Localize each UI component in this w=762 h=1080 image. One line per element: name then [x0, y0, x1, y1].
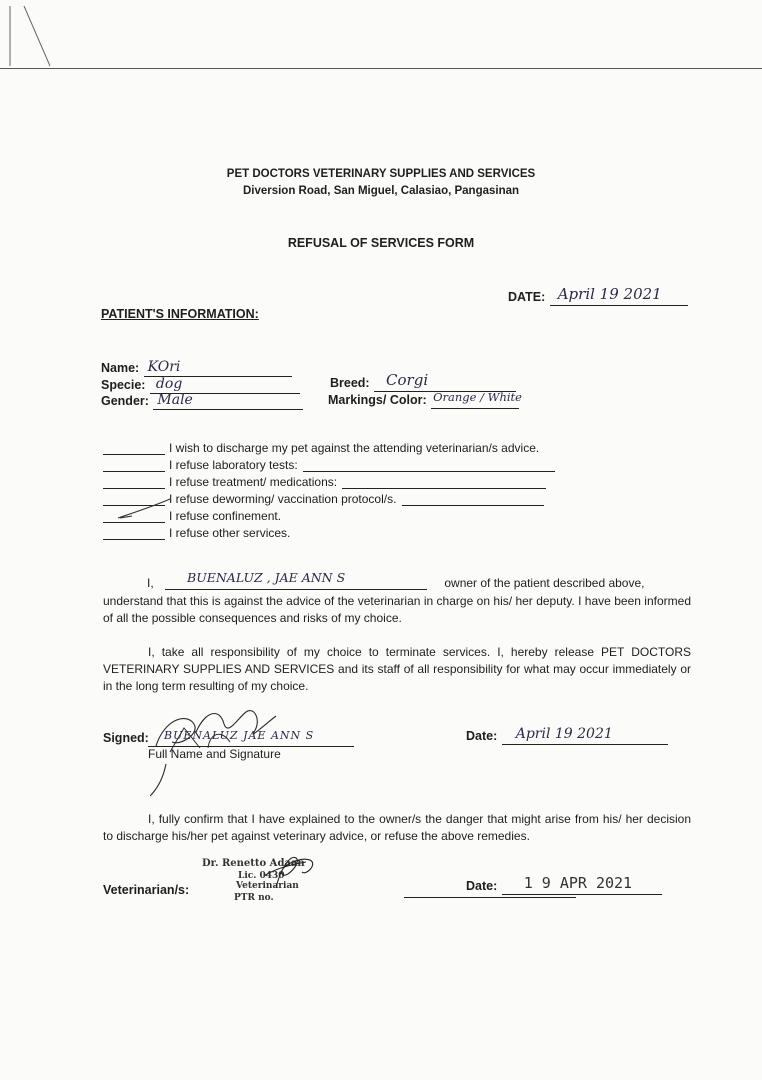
form-date-field[interactable] [550, 285, 688, 306]
vet-confirmation-paragraph: I, fully confirm that I have explained to the owner/s the danger that might arise from his/ her decision to discharge his/her pet against veterinary advice, or refuse the above remedies. [103, 812, 691, 843]
name-label: Name: [101, 361, 140, 375]
patient-info-heading: PATIENT'S INFORMATION: [101, 307, 259, 321]
check-mark-stroke [114, 496, 174, 522]
refusal-detail-line[interactable] [303, 459, 555, 472]
form-title: REFUSAL OF SERVICES FORM [287, 236, 475, 250]
signature-caption: Full Name and Signature [148, 747, 281, 761]
signed-label: Signed: [103, 731, 149, 745]
vet-stamp-ptr: PTR no. [234, 893, 274, 903]
refusal-blank[interactable] [103, 476, 165, 489]
vet-date-label: Date: [466, 879, 498, 893]
refusal-detail-line[interactable] [402, 493, 544, 506]
vet-stamp-title: Veterinarian [236, 881, 299, 891]
name-value: KOri [147, 359, 181, 375]
vet-signature-scribble [246, 850, 336, 890]
markings-row [328, 390, 522, 409]
markings-label: Markings/ Color: [328, 393, 427, 407]
vet-stamp-name: Dr. Renetto Adaan [202, 858, 305, 869]
gender-field[interactable] [153, 392, 303, 410]
refusal-detail-line[interactable] [342, 476, 546, 489]
refusal-text: I refuse treatment/ medications: [169, 475, 338, 489]
statement-line1-text: owner of the patient described above, [444, 576, 645, 590]
owner-name-field[interactable] [165, 570, 427, 590]
refusal-text: I refuse confinement. [169, 509, 282, 523]
company-address: Diversion Road, San Miguel, Calasiao, Pangasinan [242, 185, 520, 197]
owner-date-field[interactable] [502, 726, 668, 745]
refusal-item[interactable] [103, 458, 573, 475]
refusal-text: I refuse deworming/ vaccination protocol/s. [169, 492, 397, 506]
refusal-text: I wish to discharge my pet against the attending veterinarian/s advice. [169, 441, 540, 455]
refusal-checklist [103, 441, 573, 543]
breed-value: Corgi [386, 371, 429, 389]
gender-label: Gender: [101, 394, 149, 408]
owner-date-value: April 19 2021 [515, 726, 613, 742]
breed-label: Breed: [330, 376, 370, 390]
specie-label: Specie: [101, 378, 146, 392]
vet-date-field[interactable] [502, 874, 662, 895]
markings-value: Orange / White [433, 390, 522, 404]
scan-artifact-lines [6, 4, 76, 68]
form-date-label: DATE: [508, 290, 546, 304]
refusal-blank[interactable] [103, 459, 165, 472]
refusal-text: I refuse laboratory tests: [169, 458, 298, 472]
statement-paragraph-2: I, take all responsibility of my choice to terminate services. I, hereby release PET DOCTORS VETERINARY SUPPLIES AND SERVICES and its staff of all responsibility for what may occur immediately or in the long term resulting of my choice. [103, 645, 691, 693]
statement-prefix: I, [147, 576, 154, 590]
vet-stamp-license: Lic. 0430 [238, 871, 285, 881]
vet-date-row [466, 874, 662, 895]
company-name: PET DOCTORS VETERINARY SUPPLIES AND SERVICES [226, 168, 536, 180]
owner-name-value: BUENALUZ , JAE ANN S [187, 570, 346, 585]
refusal-item[interactable] [103, 475, 573, 492]
gender-row [101, 392, 303, 410]
specie-value: dog [155, 376, 183, 392]
form-date-value: April 19 2021 [557, 285, 662, 303]
owner-date-row [466, 727, 668, 745]
vet-stamp [198, 850, 378, 910]
statement-line1 [147, 570, 645, 590]
scanned-page-edge [0, 0, 762, 69]
name-field[interactable] [144, 359, 292, 377]
vet-date-stamp: 1 9 APR 2021 [523, 874, 633, 892]
owner-date-label: Date: [466, 729, 498, 743]
markings-field[interactable] [431, 390, 522, 409]
refusal-item[interactable] [103, 526, 573, 543]
name-row [101, 359, 292, 377]
refusal-text: I refuse other services. [169, 526, 291, 540]
owner-signature-value: BUENALUZ JAE ANN S [164, 729, 315, 742]
refusal-blank[interactable] [103, 527, 165, 540]
statement-paragraph-1: understand that this is against the advice of the veterinarian in charge on his/ her deputy. I have been informed of all the possible consequences and risks of my choice. [103, 594, 691, 625]
veterinarian-label: Veterinarian/s: [103, 883, 190, 897]
form-date-row [508, 285, 688, 306]
gender-value: Male [157, 392, 193, 408]
refusal-item[interactable] [103, 441, 573, 458]
refusal-blank[interactable] [103, 442, 165, 455]
